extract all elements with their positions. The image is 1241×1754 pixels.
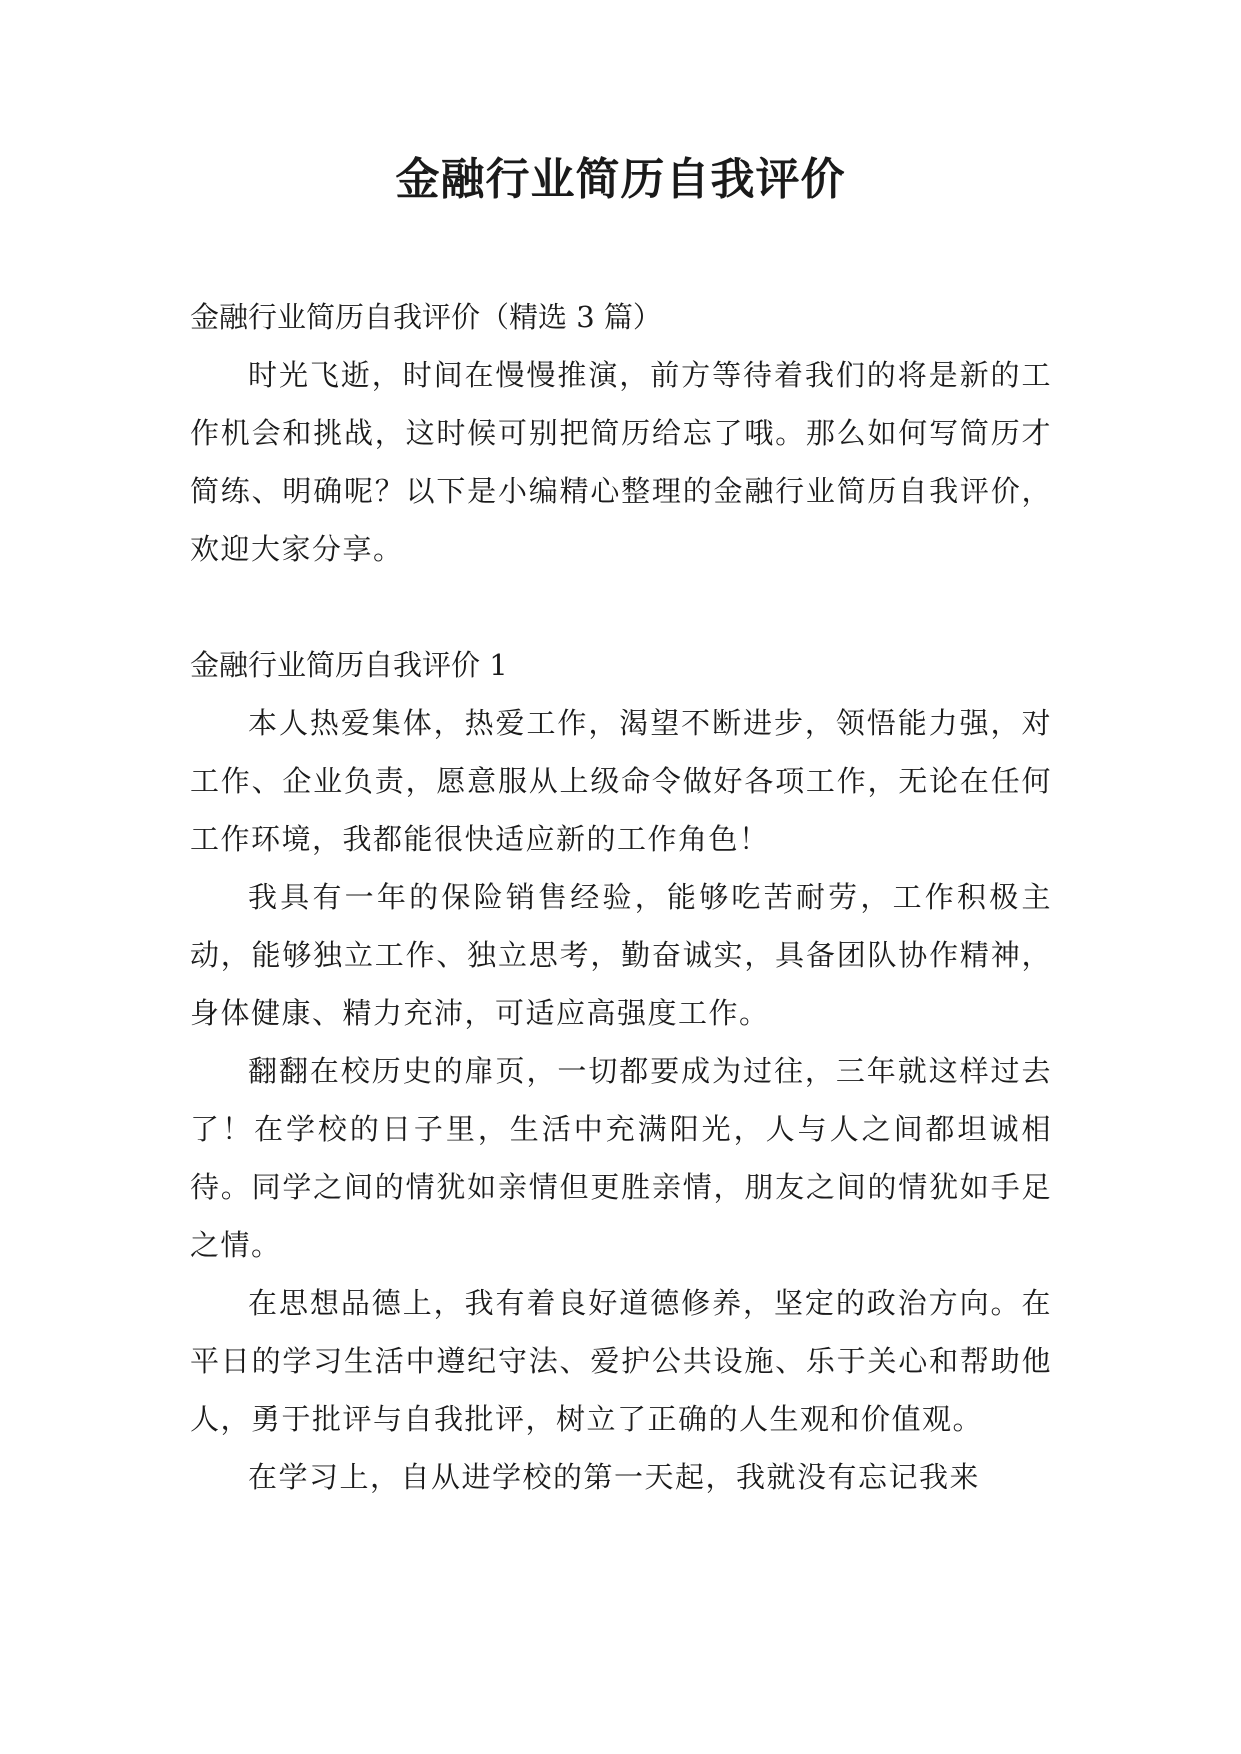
body-paragraph: 在学习上，自从进学校的第一天起，我就没有忘记我来 <box>248 1460 981 1494</box>
document-subtitle: 金融行业简历自我评价（精选 3 篇） <box>190 300 662 334</box>
body-paragraph: 在思想品德上，我有着良好道德修养，坚定的政治方向。在平日的学习生活中遵纪守法、爱护公共设施、乐于关心和帮助他人，勇于批评与自我批评，树立了正确的人生观和价值观。 <box>190 1286 1052 1436</box>
document-body <box>190 288 1052 1506</box>
section-heading: 金融行业简历自我评价 1 <box>190 648 508 682</box>
body-paragraph: 翻翻在校历史的扉页，一切都要成为过往，三年就这样过去了！在学校的日子里，生活中充满阳光，人与人之间都坦诚相待。同学之间的情犹如亲情但更胜亲情，朋友之间的情犹如手足之情。 <box>190 1054 1052 1262</box>
body-paragraph: 本人热爱集体，热爱工作，渴望不断进步，领悟能力强，对工作、企业负责，愿意服从上级命令做好各项工作，无论在任何工作环境，我都能很快适应新的工作角色！ <box>190 706 1052 856</box>
intro-paragraph: 时光飞逝，时间在慢慢推演，前方等待着我们的将是新的工作机会和挑战，这时候可别把简历给忘了哦。那么如何写简历才简练、明确呢？以下是小编精心整理的金融行业简历自我评价，欢迎大家分享。 <box>190 358 1052 566</box>
body-paragraph: 我具有一年的保险销售经验，能够吃苦耐劳，工作积极主动，能够独立工作、独立思考，勤奋诚实，具备团队协作精神，身体健康、精力充沛，可适应高强度工作。 <box>190 880 1052 1030</box>
document-title: 金融行业简历自我评价 <box>395 154 846 205</box>
section-spacer <box>190 578 1052 636</box>
